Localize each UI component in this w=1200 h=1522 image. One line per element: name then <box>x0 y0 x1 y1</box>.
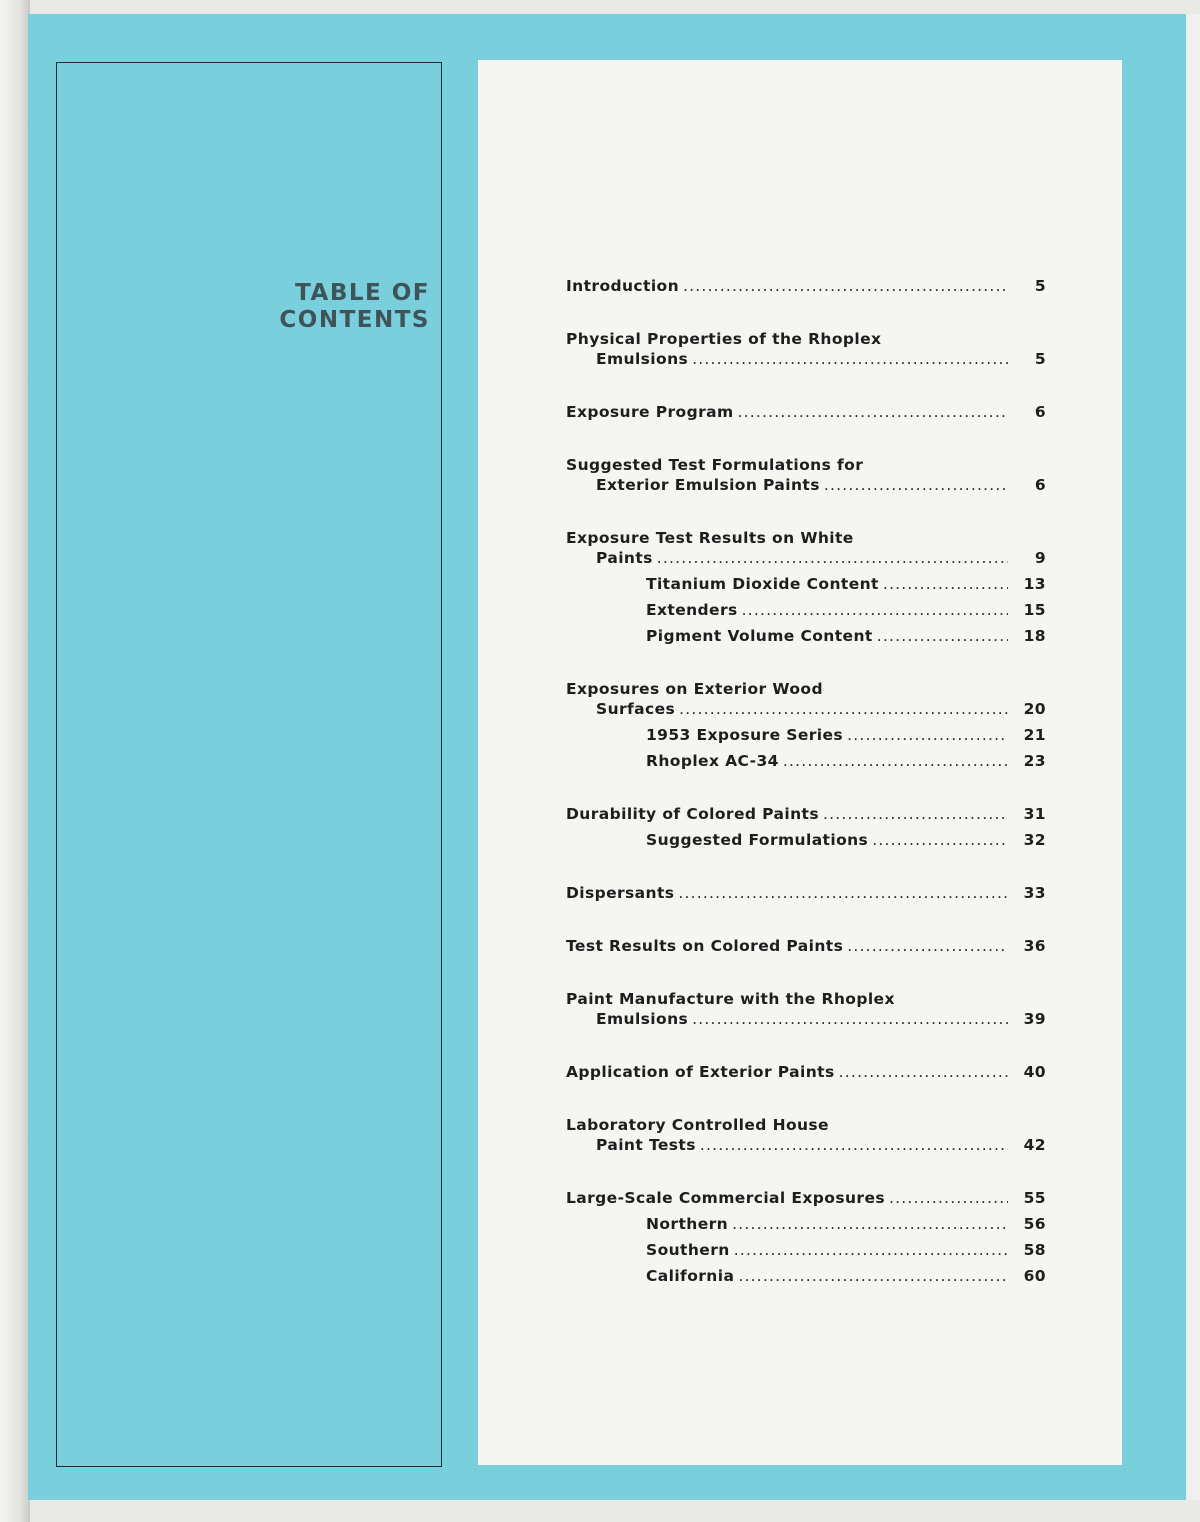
toc-entry-title: Physical Properties of the Rhoplex <box>566 330 882 348</box>
dot-leader <box>738 1266 1008 1286</box>
toc-page-number: 9 <box>1034 549 1046 567</box>
dot-leader <box>847 936 1008 956</box>
dot-leader <box>679 699 1008 719</box>
toc-subentry <box>566 751 1046 771</box>
dot-leader <box>700 1135 1008 1155</box>
toc-entry-title: Exposure Program <box>566 403 734 421</box>
toc-line <box>566 276 1046 296</box>
toc-line <box>566 989 1046 1009</box>
toc-entry-title: Dispersants <box>566 884 675 902</box>
toc-entry-title: Introduction <box>566 277 680 295</box>
toc-page-number: 6 <box>1034 403 1046 421</box>
cover-edge <box>1186 14 1200 1500</box>
toc-line <box>566 349 1046 369</box>
toc-entry-title: Exposures on Exterior Wood <box>566 680 823 698</box>
toc-entry <box>566 679 1046 771</box>
toc-page-number: 13 <box>1023 575 1046 593</box>
toc-entry-title: Laboratory Controlled House <box>566 1116 829 1134</box>
toc-subentry <box>566 574 1046 594</box>
toc-entry-title: Suggested Test Formulations for <box>566 456 864 474</box>
toc-page-number: 58 <box>1023 1241 1046 1259</box>
toc-line <box>566 1188 1046 1208</box>
toc-entry <box>566 989 1046 1029</box>
toc-page-number: 39 <box>1023 1010 1046 1028</box>
toc-entry-title: Paint Manufacture with the Rhoplex <box>566 990 895 1008</box>
toc-page-number: 23 <box>1023 752 1046 770</box>
toc-page-number: 36 <box>1023 937 1046 955</box>
dot-leader <box>732 1214 1008 1234</box>
dot-leader <box>823 804 1008 824</box>
dot-leader <box>824 475 1008 495</box>
toc-entry <box>566 1062 1046 1082</box>
toc-line <box>566 1115 1046 1135</box>
toc-subentry <box>566 1214 1046 1234</box>
toc-page-number: 20 <box>1023 700 1046 718</box>
toc-entry-title: Southern <box>646 1241 730 1259</box>
dot-leader <box>692 1009 1008 1029</box>
toc-entry-title: Application of Exterior Paints <box>566 1063 835 1081</box>
toc-page-number: 33 <box>1023 884 1046 902</box>
toc-line <box>566 1009 1046 1029</box>
toc-line <box>566 804 1046 824</box>
toc-line <box>566 679 1046 699</box>
toc-entry <box>566 804 1046 850</box>
toc-entry <box>566 936 1046 956</box>
toc-page-number: 21 <box>1023 726 1046 744</box>
toc-line <box>566 883 1046 903</box>
toc-line <box>566 936 1046 956</box>
toc-page-number: 18 <box>1023 627 1046 645</box>
toc-entry <box>566 455 1046 495</box>
toc-entry-title: Emulsions <box>596 1010 689 1028</box>
dot-leader <box>889 1188 1008 1208</box>
toc-entry-title: Northern <box>646 1215 729 1233</box>
toc-line <box>566 528 1046 548</box>
toc-entry <box>566 276 1046 296</box>
toc-line <box>566 1135 1046 1155</box>
dot-leader <box>877 626 1008 646</box>
toc-entry <box>566 883 1046 903</box>
toc-line <box>566 1062 1046 1082</box>
toc-entry-title: Rhoplex AC-34 <box>646 752 779 770</box>
page-gutter <box>0 0 30 1522</box>
toc-page-number: 6 <box>1034 476 1046 494</box>
dot-leader <box>738 402 1008 422</box>
toc-entry-title: 1953 Exposure Series <box>646 726 844 744</box>
toc-entry <box>566 528 1046 646</box>
toc-line <box>566 402 1046 422</box>
dot-leader <box>839 1062 1008 1082</box>
dot-leader <box>683 276 1008 296</box>
toc-line <box>566 329 1046 349</box>
toc-entry-title: Exterior Emulsion Paints <box>596 476 820 494</box>
dot-leader <box>734 1240 1008 1260</box>
toc-page-number: 55 <box>1023 1189 1046 1207</box>
toc-page-number: 56 <box>1023 1215 1046 1233</box>
toc-subentry <box>566 725 1046 745</box>
dot-leader <box>742 600 1008 620</box>
toc-entry-title: Test Results on Colored Paints <box>566 937 844 955</box>
left-frame-box <box>56 62 442 1467</box>
toc-line <box>566 475 1046 495</box>
toc-page-number: 60 <box>1023 1267 1046 1285</box>
toc-entry-title: California <box>646 1267 735 1285</box>
toc-heading <box>279 280 430 334</box>
toc-subentry <box>566 1240 1046 1260</box>
toc-page-number: 15 <box>1023 601 1046 619</box>
toc-page-number: 5 <box>1034 277 1046 295</box>
toc-entry-title: Paint Tests <box>596 1136 696 1154</box>
toc-entry <box>566 1115 1046 1155</box>
toc-entry-title: Suggested Formulations <box>646 831 869 849</box>
toc-page-number: 40 <box>1023 1063 1046 1081</box>
dot-leader <box>872 830 1008 850</box>
toc-subentry <box>566 1266 1046 1286</box>
dot-leader <box>883 574 1008 594</box>
toc-entry-title: Large-Scale Commercial Exposures <box>566 1189 885 1207</box>
toc-page-number: 31 <box>1023 805 1046 823</box>
toc-subentry <box>566 600 1046 620</box>
toc-entry <box>566 1188 1046 1286</box>
toc-page-number: 5 <box>1034 350 1046 368</box>
toc-subentry <box>566 830 1046 850</box>
toc-entry-title: Emulsions <box>596 350 689 368</box>
toc-entry-title: Surfaces <box>596 700 676 718</box>
toc-entry-title: Durability of Colored Paints <box>566 805 819 823</box>
toc-list <box>566 276 1046 1319</box>
toc-entry-title: Pigment Volume Content <box>646 627 873 645</box>
toc-entry-title: Exposure Test Results on White <box>566 529 854 547</box>
toc-heading-line-2: CONTENTS <box>279 307 430 333</box>
dot-leader <box>657 548 1008 568</box>
toc-entry <box>566 329 1046 369</box>
dot-leader <box>847 725 1008 745</box>
toc-entry-title: Extenders <box>646 601 738 619</box>
dot-leader <box>783 751 1008 771</box>
dot-leader <box>678 883 1008 903</box>
toc-entry-title: Titanium Dioxide Content <box>646 575 879 593</box>
toc-page-number: 42 <box>1023 1136 1046 1154</box>
toc-subentry <box>566 626 1046 646</box>
toc-line <box>566 455 1046 475</box>
toc-heading-line-1: TABLE OF <box>295 280 430 306</box>
toc-entry-title: Paints <box>596 549 653 567</box>
dot-leader <box>692 349 1008 369</box>
toc-line <box>566 548 1046 568</box>
toc-entry <box>566 402 1046 422</box>
toc-page-number: 32 <box>1023 831 1046 849</box>
toc-line <box>566 699 1046 719</box>
